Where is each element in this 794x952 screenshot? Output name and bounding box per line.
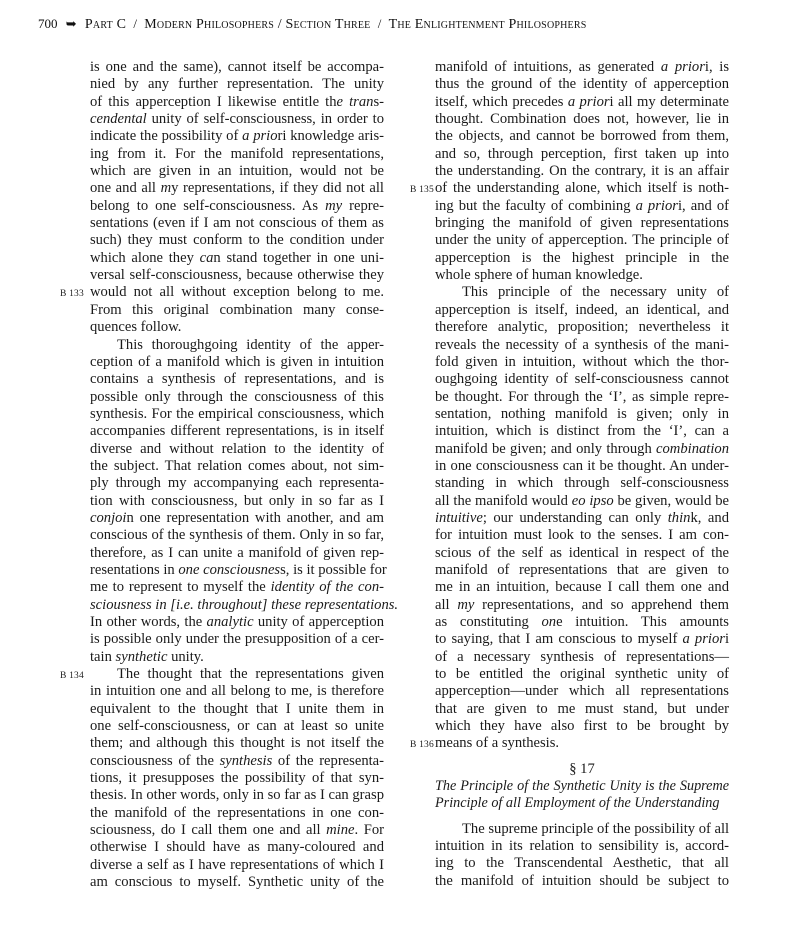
text-line: to be entitled the original synthetic unity of — [435, 666, 729, 683]
text-line: This thoroughgoing identity of the apper- — [117, 336, 384, 353]
page-number: 700 — [38, 16, 58, 31]
text-line: thought. Combination does not, however, lie in — [435, 111, 729, 128]
italic-text: thin — [661, 509, 691, 526]
text-line: thus the ground of the identity of apperception — [435, 76, 729, 93]
text-line — [90, 596, 399, 614]
italic-text: a prior — [635, 197, 678, 214]
italic-text: a prior — [660, 59, 705, 75]
text-line: quences follow. — [90, 319, 182, 336]
italic-text: a prior — [682, 631, 725, 648]
section-number: § 17 — [569, 760, 595, 777]
margin-reference: B 135 — [410, 185, 434, 196]
text-line: tion with consciousness, but only in so far as I — [90, 492, 384, 509]
text-line: is one and the same), cannot itself be accompa- — [90, 59, 384, 75]
text-line: which they have also first to be brought by — [435, 718, 729, 735]
text-line: that are given to me must stand, but under — [435, 700, 729, 717]
text-line: sentations (even if I am not conscious of them as — [90, 215, 384, 232]
italic-text: synthesis — [219, 752, 273, 769]
text-line: intuition, which is distinct from the ‘I’, can a — [435, 423, 729, 440]
header-separator: / — [133, 16, 138, 31]
text-line: This principle of the necessary unity of — [462, 284, 729, 301]
text-line: manifold be given; and only through combination — [435, 440, 729, 457]
italic-text: mine — [326, 822, 355, 839]
text-line: ception of a manifold which is given in intuition — [90, 353, 384, 370]
text-line: for intuition must look to the senses. I am con- — [435, 527, 729, 544]
text-line: of this apperception I likewise entitle the trans- — [90, 93, 384, 110]
italic-text — [373, 493, 379, 509]
text-line: them; and although this thought is not itself the — [90, 735, 384, 752]
text-line: be thought. For through the ‘I’, as simple repre- — [435, 388, 729, 405]
italic-text: a prior — [567, 93, 610, 110]
italic-text: sciousness in [i.e. throughout] these representations. — [90, 596, 399, 613]
text-line: In other words, the analytic unity of apperception — [90, 614, 384, 630]
text-line: consciousness of the synthesis of the representa- — [90, 752, 385, 769]
italic-text: combination — [656, 440, 729, 457]
text-line: the subject. That relation comes about, not sim- — [90, 457, 384, 474]
text-line: B 135 of the understanding alone, which itself is noth- — [435, 180, 729, 197]
text-line: me to represent to myself the identity of the con- — [90, 579, 384, 596]
text-line: whole sphere of human knowledge. — [435, 267, 643, 284]
diamond-arrow-icon: ➥ — [65, 16, 77, 31]
right-text-column — [410, 59, 730, 890]
italic-text: intuitive — [435, 509, 483, 526]
section-heading-line — [435, 778, 729, 795]
text-line: apperception is the highest principle in the — [435, 249, 729, 266]
margin-reference: B 134 — [60, 671, 84, 682]
header-separator: / — [377, 16, 382, 31]
text-line: the objects, and cannot be borrowed from them, — [435, 128, 729, 145]
text-line: diverse a self as I have representations of which I — [90, 856, 384, 873]
text-line: ing from it. For the manifold representations, — [90, 145, 384, 162]
section-label: Modern Philosophers / Section Three — [144, 17, 371, 32]
text-line: standing in which through self-consciousness — [435, 475, 729, 492]
italic-text: Principle of all Employment of the Understanding — [435, 795, 720, 812]
italic-text: on — [528, 614, 557, 630]
text-line: which are given in an intuition, would not be — [90, 163, 384, 180]
text-line: indicate the possibility of a priori knowledge aris- — [90, 128, 384, 145]
margin-reference: B 136 — [410, 740, 434, 751]
text-line: to saying, that I am conscious to myself a priori — [435, 631, 729, 648]
text-line: conjoin one representation with another, and am — [90, 509, 384, 526]
text-line: and so, through perception, first taken up into — [435, 145, 729, 162]
text-line: intuitive; our understanding can only think, and — [435, 509, 729, 526]
text-line: cendental unity of self-consciousness, in order to — [90, 111, 384, 128]
italic-text: identity of the con- — [265, 579, 384, 596]
text-line: contains a synthesis of representations, and is — [90, 371, 384, 388]
text-line: under the unity of apperception. The principle of — [435, 232, 729, 249]
italic-text: a prio — [238, 128, 278, 145]
text-line: me in an intuition, because I call them one and — [435, 579, 729, 596]
text-line: one and all my representations, if they did not all — [90, 180, 384, 197]
text-line: equivalent to the thought that I unite them in — [90, 700, 384, 717]
italic-text: synthetic — [115, 648, 168, 665]
text-line: B 134 The thought that the representations given — [90, 666, 384, 683]
text-line: belong to one self-consciousness. As my repre- — [90, 197, 384, 214]
text-line: one self-consciousness, or can at least so unite — [90, 718, 384, 735]
text-line: tions, it presupposes the possibility of that syn- — [90, 770, 384, 787]
italic-text: analytic — [206, 614, 254, 630]
part-label: Part C — [84, 17, 127, 32]
text-line: versal self-consciousness, because otherwise they — [90, 267, 384, 284]
text-line: therefore, as I can unite a manifold of given rep- — [90, 544, 384, 561]
text-line: B 136 means of a synthesis. — [435, 735, 729, 752]
text-line: B 133 would not all without exception belong to me. — [90, 284, 384, 301]
text-line: of a necessary synthesis of representations— — [435, 648, 729, 665]
chapter-label: The Enlightenment Philosophers — [388, 17, 587, 32]
text-line: diverse and without relation to the identity of — [90, 440, 384, 457]
left-text-column — [60, 59, 399, 892]
text-line: fold given in intuition, without which the thor- — [435, 353, 729, 370]
text-line: apperception is itself, indeed, an identical, and — [435, 301, 729, 318]
text-line: possible only through the consciousness of this — [90, 388, 384, 405]
italic-text: my — [457, 596, 475, 613]
text-line: bringing the manifold of given representations — [435, 215, 729, 232]
text-line: nied by any further representation. The unity — [90, 76, 384, 93]
text-line: thesis. In other words, only in so far as I can grasp — [90, 787, 384, 804]
running-header — [38, 16, 758, 33]
text-line: manifold of intuitions, as generated a priori, is — [435, 59, 730, 75]
text-line: the understanding. On the contrary, it is an affair — [435, 163, 729, 180]
text-line: as constituting one intuition. This amounts — [435, 614, 729, 630]
italic-text: one consciousnes — [174, 561, 281, 578]
text-line: which alone they can stand together in one uni- — [90, 249, 384, 266]
text-line: itself, which precedes a priori all my determinate — [435, 93, 729, 110]
section-heading-line — [435, 795, 729, 812]
text-line: oughgoing identity of self-consciousness cannot — [435, 371, 729, 388]
italic-text: The Principle of the Synthetic Unity is the Supreme — [435, 778, 729, 795]
text-line: sentation, nothing manifold is given; only in — [435, 405, 729, 422]
text-line: therefore analytic, proposition; nevertheless it — [435, 319, 729, 336]
text-line: the manifold of intuition should be subject to — [435, 872, 729, 889]
text-line: synthesis. For the empirical consciousness, which — [90, 405, 384, 422]
italic-text: conjoi — [90, 509, 127, 526]
text-line: reveals the necessity of a synthesis of the mani- — [435, 336, 729, 353]
text-line: all the manifold would eo ipso be given, would be — [435, 492, 729, 509]
italic-text: my — [325, 197, 343, 214]
italic-text: cendental — [90, 111, 147, 128]
text-line: all my representations, and so apprehend them — [435, 596, 729, 613]
text-line: ing but the faculty of combining a priori, and of — [435, 197, 730, 214]
text-line: intuition in its relation to sensibility is, accord- — [435, 838, 729, 855]
text-line: ing to the Transcendental Aesthetic, that all — [435, 855, 729, 872]
italic-text: eo ipso — [571, 492, 614, 509]
text-line: conscious of the synthesis of them. Only in so far, — [90, 527, 384, 544]
text-line: tain synthetic unity. — [90, 648, 204, 665]
text-line: sciousness, do I call them one and all mine. For — [90, 822, 384, 839]
text-line: resentations in one consciousness, is it possible for — [90, 561, 387, 578]
italic-text: ca — [193, 249, 214, 266]
text-line: The supreme principle of the possibility of all — [462, 820, 730, 837]
text-line: such) they must conform to the condition under — [90, 232, 384, 249]
text-line: scious of the self as identical in respect of the — [435, 544, 729, 561]
text-line: in intuition one and all belong to me, is therefore — [90, 683, 384, 700]
text-line: apperception—under which all representations — [435, 683, 729, 700]
text-line: in one consciousness can it be thought. An under- — [435, 457, 729, 474]
text-line: From this original combination many conse- — [90, 301, 384, 318]
text-line: is possible only under the presupposition of a cer- — [90, 631, 384, 648]
margin-reference: B 133 — [60, 289, 84, 300]
text-line: otherwise I should have as many-coloured and — [90, 839, 384, 856]
italic-text: m — [155, 180, 172, 197]
text-line: ply through my accompanying each representa- — [90, 475, 384, 492]
text-line: manifold of representations that are given to — [435, 561, 729, 578]
text-line: am conscious to myself. Synthetic unity of the — [90, 874, 384, 891]
text-line: the manifold of the representations in one con- — [90, 804, 384, 821]
italic-text: e tran — [336, 93, 374, 110]
text-line: accompanies different representations, is in itself — [90, 423, 384, 440]
